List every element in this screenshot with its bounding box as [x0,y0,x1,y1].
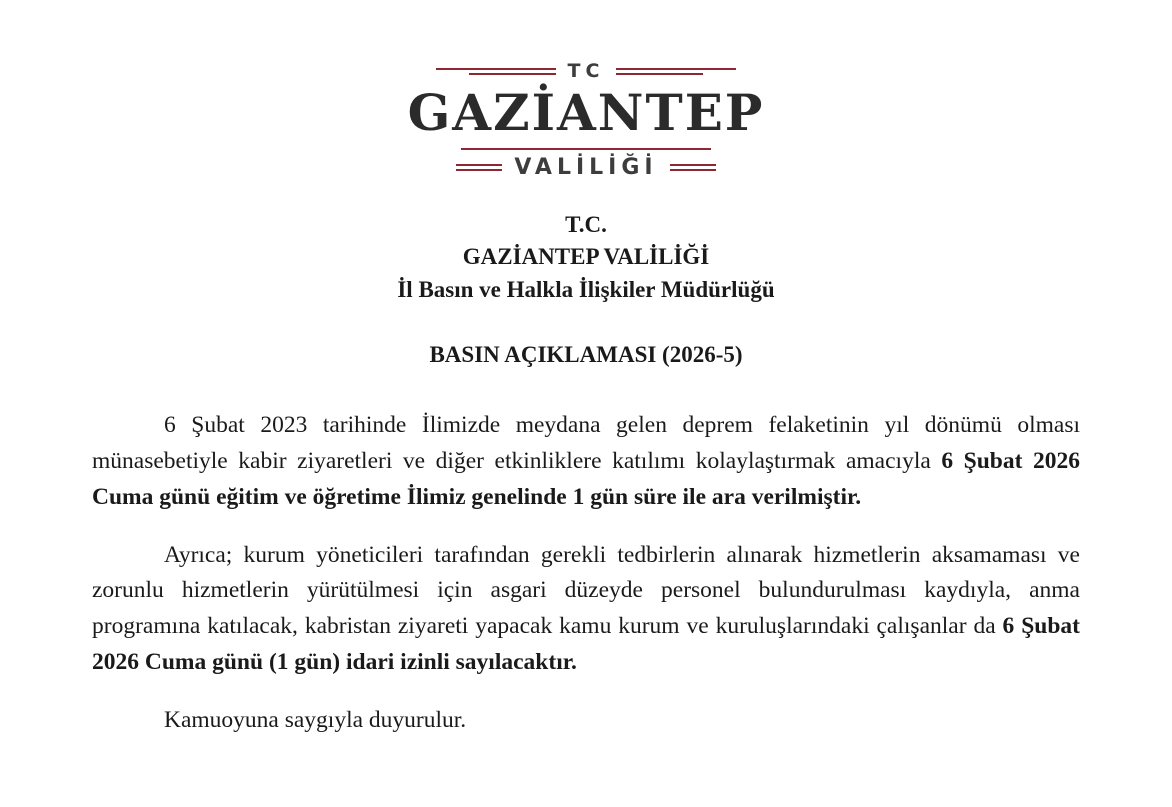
logo-inner [407,60,765,180]
document-heading [92,209,1080,307]
logo-main-text: GAZİANTEP [407,83,765,142]
document-body [92,408,1080,738]
logo-right-rules-icon [616,68,736,75]
logo-top-row [436,62,736,81]
press-release-title: BASIN AÇIKLAMASI (2026-5) [429,342,743,368]
paragraph-1 [92,408,1080,515]
paragraph-2 [92,538,1080,681]
logo-left-rules-icon [436,68,556,75]
heading-line-tc: T.C. [565,211,607,237]
heading-line-governorship: GAZİANTEP VALİLİĞİ [462,244,710,270]
logo-sub-left-rules-icon [456,164,502,171]
paragraph-1-emphasis: 6 Şubat 2026 Cuma günü eğitim ve öğretime İlimiz genelinde 1 gün süre ile ara verilmiştir. [92,448,1080,510]
heading-line-department: İl Basın ve Halkla İlişkiler Müdürlüğü [397,276,775,302]
logo-divider-icon [461,148,711,150]
paragraph-3: Kamuoyuna saygıyla duyurulur. [164,706,467,733]
logo-sub-right-rules-icon [670,164,716,171]
paragraph-1-text: 6 Şubat 2023 tarihinde İlimizde meydana gelen deprem felaketinin yıl dönümü olması münasebetiyle kabir ziyaretleri ve diğer etkinliklere katılımı kolaylaştırmak amacıyla [92,412,1080,475]
logo-tc-text: TC [567,60,605,82]
logo-sub-text: VALİLİĞİ [514,154,658,180]
paragraph-2-text: Ayrıca; kurum yöneticileri tarafından gerekli tedbirlerin alınarak hizmetlerin aksamaması ve zorunlu hizmetlerin yürütülmesi için asgari düzeyde personel bulundurulması kaydıyla, anma programına katılacak, kabristan ziyareti yapacak kamu kurum ve kuruluşlarındaki çalışanlar da [92,541,1080,640]
paragraph-2-emphasis: 6 Şubat 2026 Cuma günü (1 gün) idari izinli sayılacaktır. [92,613,1080,675]
logo-sub-row [456,154,716,180]
gaziantep-valiligi-logo [92,0,1080,179]
